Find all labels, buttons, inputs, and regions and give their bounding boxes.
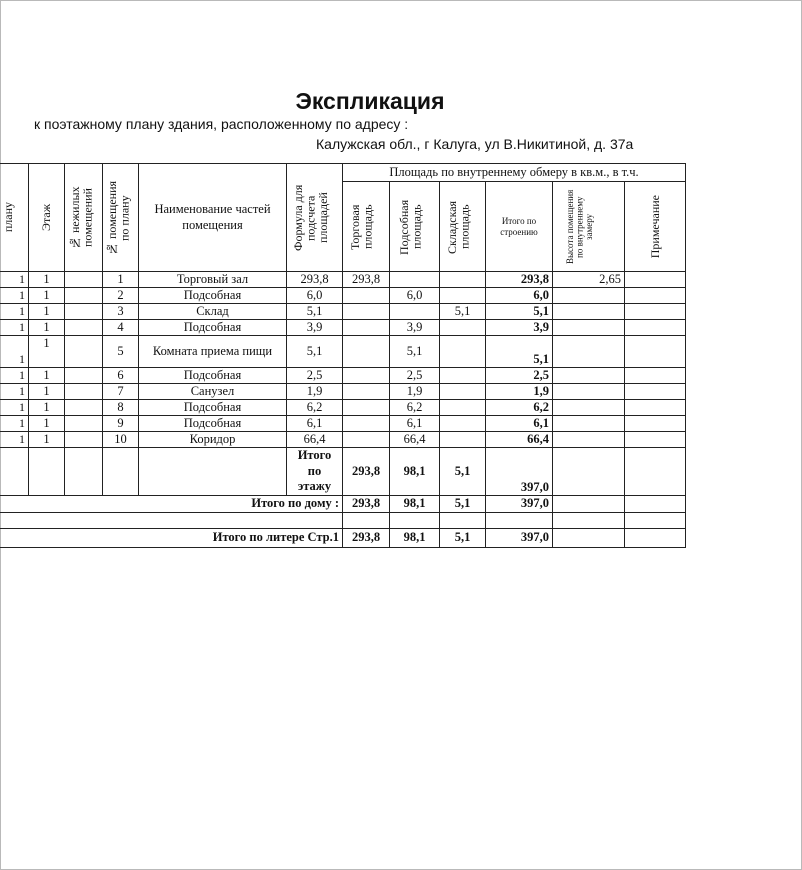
cell-empty — [0, 448, 29, 496]
spacer-row — [0, 512, 686, 528]
cell-empty — [553, 448, 625, 496]
cell-note — [625, 384, 686, 400]
cell-nonres — [65, 320, 103, 336]
cell-empty — [0, 512, 343, 528]
cell-floor: 1 — [29, 304, 65, 320]
header-name: Наименование частей помещения — [139, 164, 287, 272]
cell-name: Подсобная — [139, 320, 287, 336]
cell-plan: 1 — [0, 432, 29, 448]
cell-plan: 1 — [0, 368, 29, 384]
cell-formula: 6,0 — [287, 288, 343, 304]
floor-total-row — [0, 448, 686, 496]
cell-trade — [343, 400, 390, 416]
litera-total-total: 397,0 — [486, 528, 553, 547]
cell-floor: 1 — [29, 272, 65, 288]
cell-formula: 1,9 — [287, 384, 343, 400]
cell-height — [553, 432, 625, 448]
house-total-label: Итого по дому : — [0, 495, 343, 512]
cell-room: 6 — [103, 368, 139, 384]
cell-nonres — [65, 432, 103, 448]
floor-total-storage: 5,1 — [440, 448, 486, 496]
cell-height — [553, 304, 625, 320]
cell-plan: 1 — [0, 272, 29, 288]
cell-total: 3,9 — [486, 320, 553, 336]
cell-aux: 3,9 — [390, 320, 440, 336]
litera-total-aux: 98,1 — [390, 528, 440, 547]
cell-name: Коридор — [139, 432, 287, 448]
header-area-group: Площадь по внутреннему обмеру в кв.м., в т.ч. — [343, 164, 686, 182]
house-total-row — [0, 495, 686, 512]
explication-table — [0, 163, 686, 548]
cell-nonres — [65, 400, 103, 416]
cell-note — [625, 288, 686, 304]
cell-formula: 5,1 — [287, 304, 343, 320]
floor-total-total: 397,0 — [486, 448, 553, 496]
cell-total: 5,1 — [486, 304, 553, 320]
table-row — [0, 400, 686, 416]
table-row — [0, 416, 686, 432]
cell-aux — [390, 272, 440, 288]
cell-room: 1 — [103, 272, 139, 288]
cell-trade — [343, 336, 390, 368]
cell-plan: 1 — [0, 320, 29, 336]
table-row — [0, 304, 686, 320]
cell-nonres — [65, 384, 103, 400]
cell-aux: 6,1 — [390, 416, 440, 432]
cell-empty — [553, 512, 625, 528]
cell-plan: 1 — [0, 384, 29, 400]
table-body — [0, 272, 686, 548]
cell-nonres — [65, 288, 103, 304]
cell-name: Подсобная — [139, 416, 287, 432]
cell-note — [625, 400, 686, 416]
cell-empty — [625, 512, 686, 528]
cell-storage — [440, 400, 486, 416]
cell-floor: 1 — [29, 336, 65, 368]
cell-aux: 1,9 — [390, 384, 440, 400]
cell-height — [553, 400, 625, 416]
table-row — [0, 368, 686, 384]
document-subtitle: к поэтажному плану здания, расположенному по адресу : — [34, 116, 409, 132]
cell-plan: 1 — [0, 336, 29, 368]
cell-storage — [440, 336, 486, 368]
floor-total-trade: 293,8 — [343, 448, 390, 496]
header-nonres: № нежилых помещений — [65, 164, 103, 272]
cell-total: 6,0 — [486, 288, 553, 304]
table-row — [0, 432, 686, 448]
cell-total: 293,8 — [486, 272, 553, 288]
cell-empty — [343, 512, 390, 528]
cell-plan: 1 — [0, 288, 29, 304]
header-total: Итого по строению — [486, 182, 553, 272]
cell-total: 6,1 — [486, 416, 553, 432]
cell-trade — [343, 320, 390, 336]
cell-storage — [440, 416, 486, 432]
table-header — [0, 164, 686, 272]
cell-storage — [440, 368, 486, 384]
cell-formula: 66,4 — [287, 432, 343, 448]
cell-storage — [440, 384, 486, 400]
cell-empty — [65, 448, 103, 496]
litera-total-row — [0, 528, 686, 547]
cell-note — [625, 432, 686, 448]
cell-aux: 6,2 — [390, 400, 440, 416]
cell-nonres — [65, 368, 103, 384]
house-total-total: 397,0 — [486, 495, 553, 512]
cell-formula: 293,8 — [287, 272, 343, 288]
cell-room: 8 — [103, 400, 139, 416]
cell-height — [553, 320, 625, 336]
cell-note — [625, 272, 686, 288]
cell-floor: 1 — [29, 320, 65, 336]
cell-aux: 2,5 — [390, 368, 440, 384]
cell-trade — [343, 368, 390, 384]
cell-aux: 66,4 — [390, 432, 440, 448]
cell-floor: 1 — [29, 384, 65, 400]
cell-height — [553, 336, 625, 368]
cell-formula: 2,5 — [287, 368, 343, 384]
cell-formula: 3,9 — [287, 320, 343, 336]
header-height: Высота помещения по внутреннему замеру — [553, 182, 625, 272]
house-total-aux: 98,1 — [390, 495, 440, 512]
cell-empty — [486, 512, 553, 528]
cell-storage — [440, 288, 486, 304]
cell-empty — [103, 448, 139, 496]
cell-name: Подсобная — [139, 288, 287, 304]
cell-empty — [440, 512, 486, 528]
cell-trade — [343, 432, 390, 448]
cell-trade — [343, 304, 390, 320]
table-row — [0, 320, 686, 336]
cell-floor: 1 — [29, 400, 65, 416]
cell-plan: 1 — [0, 304, 29, 320]
floor-total-label: Итого по этажу — [287, 448, 343, 496]
cell-empty — [553, 495, 625, 512]
cell-floor: 1 — [29, 416, 65, 432]
cell-nonres — [65, 304, 103, 320]
cell-height — [553, 416, 625, 432]
header-room-no: № помещения по плану — [103, 164, 139, 272]
cell-name: Подсобная — [139, 400, 287, 416]
cell-storage — [440, 432, 486, 448]
house-total-trade: 293,8 — [343, 495, 390, 512]
cell-empty — [139, 448, 287, 496]
table-row — [0, 272, 686, 288]
cell-height — [553, 288, 625, 304]
cell-floor: 1 — [29, 368, 65, 384]
header-note: Примечание — [625, 182, 686, 272]
cell-empty — [625, 448, 686, 496]
cell-storage — [440, 320, 486, 336]
cell-empty — [29, 448, 65, 496]
cell-room: 5 — [103, 336, 139, 368]
header-aux: Подсобная площадь — [390, 182, 440, 272]
header-floor: Этаж — [29, 164, 65, 272]
litera-total-trade: 293,8 — [343, 528, 390, 547]
header-plan: плану — [0, 164, 29, 272]
cell-note — [625, 368, 686, 384]
cell-height: 2,65 — [553, 272, 625, 288]
cell-plan: 1 — [0, 400, 29, 416]
cell-total: 2,5 — [486, 368, 553, 384]
cell-trade — [343, 416, 390, 432]
table-row — [0, 288, 686, 304]
cell-trade — [343, 384, 390, 400]
cell-room: 4 — [103, 320, 139, 336]
table-row — [0, 336, 686, 368]
cell-total: 5,1 — [486, 336, 553, 368]
document-title: Экспликация — [295, 88, 445, 114]
cell-floor: 1 — [29, 432, 65, 448]
cell-note — [625, 336, 686, 368]
cell-name: Санузел — [139, 384, 287, 400]
cell-total: 66,4 — [486, 432, 553, 448]
cell-aux — [390, 304, 440, 320]
cell-note — [625, 416, 686, 432]
header-storage: Складская площадь — [440, 182, 486, 272]
floor-total-aux: 98,1 — [390, 448, 440, 496]
cell-nonres — [65, 272, 103, 288]
cell-height — [553, 384, 625, 400]
cell-empty — [625, 495, 686, 512]
cell-name: Склад — [139, 304, 287, 320]
cell-empty — [390, 512, 440, 528]
cell-name: Комната приема пищи — [139, 336, 287, 368]
house-total-storage: 5,1 — [440, 495, 486, 512]
cell-room: 3 — [103, 304, 139, 320]
cell-aux: 6,0 — [390, 288, 440, 304]
cell-room: 2 — [103, 288, 139, 304]
cell-name: Подсобная — [139, 368, 287, 384]
table-row — [0, 384, 686, 400]
cell-storage: 5,1 — [440, 304, 486, 320]
cell-nonres — [65, 336, 103, 368]
cell-name: Торговый зал — [139, 272, 287, 288]
cell-note — [625, 304, 686, 320]
cell-height — [553, 368, 625, 384]
header-formula: Формула для подсчета площадей — [287, 164, 343, 272]
cell-storage — [440, 272, 486, 288]
cell-note — [625, 320, 686, 336]
document-address: Калужская обл., г Калуга, ул В.Никитиной, д. 37а — [316, 136, 634, 152]
cell-empty — [625, 528, 686, 547]
cell-empty — [553, 528, 625, 547]
cell-aux: 5,1 — [390, 336, 440, 368]
cell-floor: 1 — [29, 288, 65, 304]
cell-room: 7 — [103, 384, 139, 400]
cell-nonres — [65, 416, 103, 432]
cell-room: 9 — [103, 416, 139, 432]
cell-room: 10 — [103, 432, 139, 448]
cell-formula: 5,1 — [287, 336, 343, 368]
cell-trade — [343, 288, 390, 304]
cell-total: 6,2 — [486, 400, 553, 416]
cell-trade: 293,8 — [343, 272, 390, 288]
cell-formula: 6,1 — [287, 416, 343, 432]
litera-total-label: Итого по литере Стр.1 — [0, 528, 343, 547]
header-trade: Торговая площадь — [343, 182, 390, 272]
litera-total-storage: 5,1 — [440, 528, 486, 547]
cell-formula: 6,2 — [287, 400, 343, 416]
cell-plan: 1 — [0, 416, 29, 432]
cell-total: 1,9 — [486, 384, 553, 400]
